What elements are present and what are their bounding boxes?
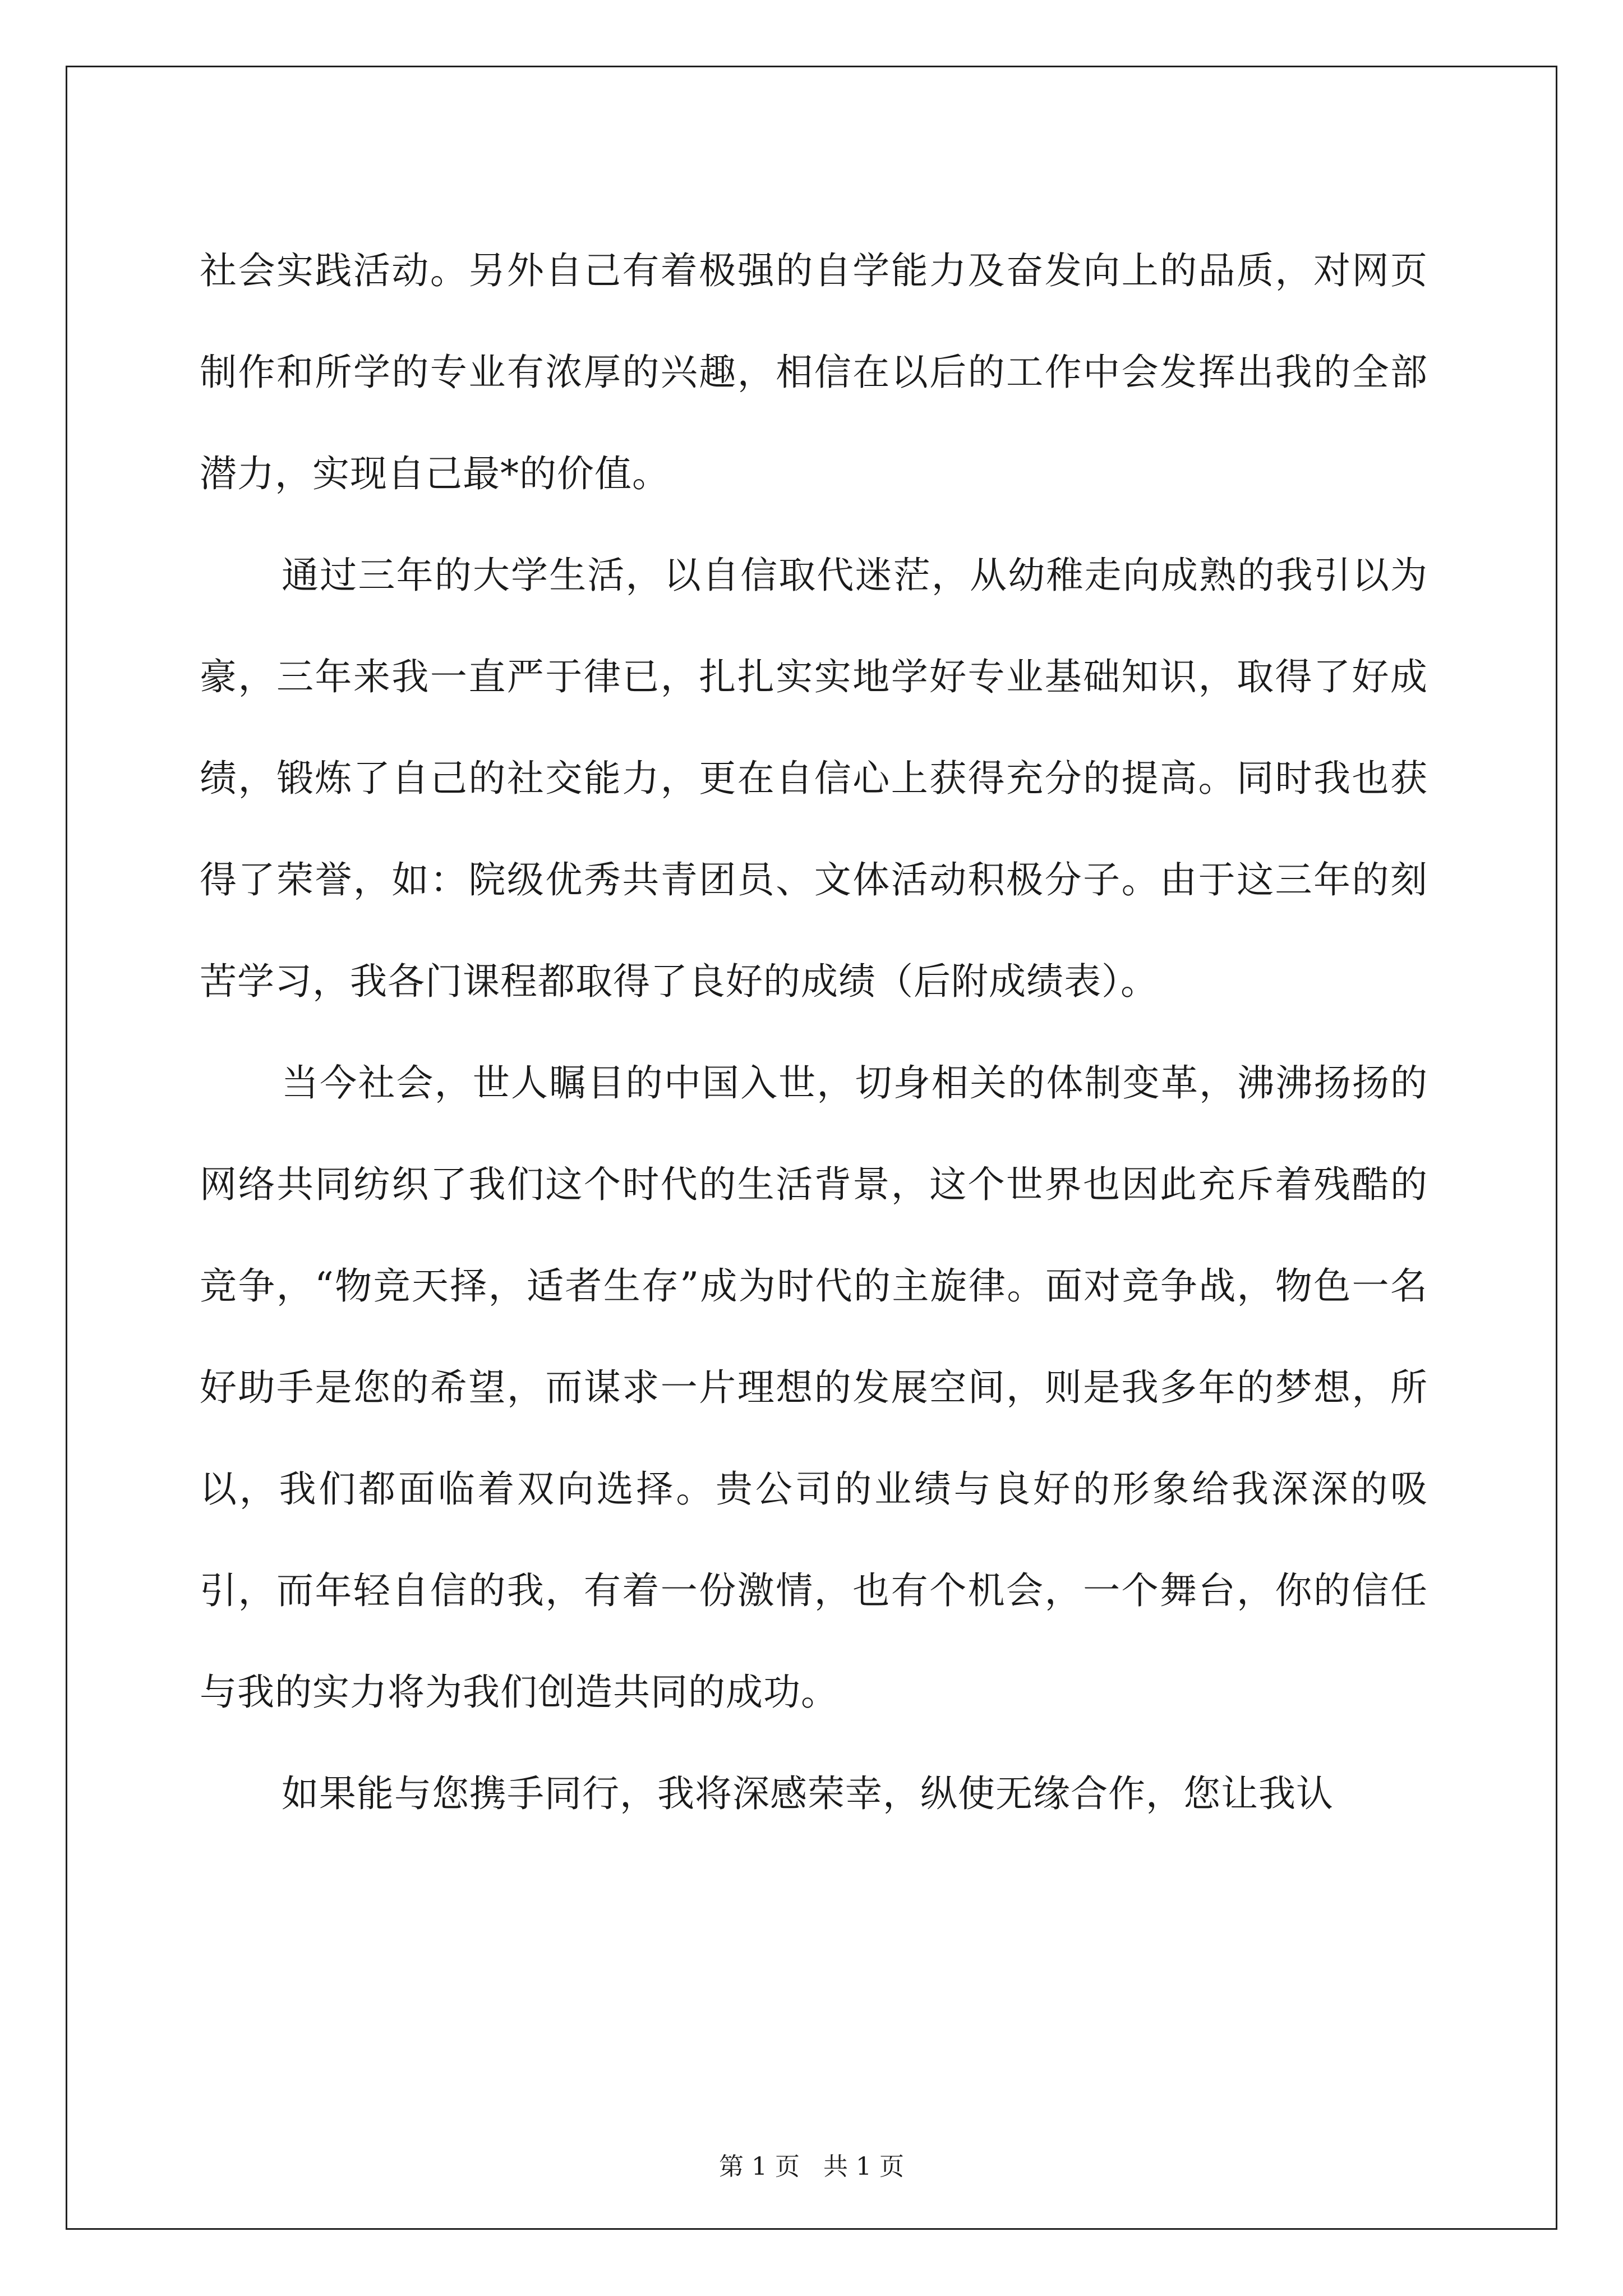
paragraph-3: 当今社会，世人瞩目的中国入世，切身相关的体制变革，沸沸扬扬的网络共同纺织了我们这个时代的生活背景，这个世界也因此充斥着残酷的竞争，“物竞天择，适者生存”成为时代的主旋律。面对竞争战，物色一名好助手是您的希望，而谋求一片理想的发展空间，则是我多年的梦想，所以，我们都面临着双向选择。贵公司的业绩与良好的形象给我深深的吸引，而年轻自信的我，有着一份激情，也有个机会，一个舞台，你的信任与我的实力将为我们创造共同的成功。 [200,1061,1428,1714]
paragraph-2: 通过三年的大学生活，以自信取代迷茫，从幼稚走向成熟的我引以为豪，三年来我一直严于律已，扎扎实实地学好专业基础知识，取得了好成绩，锻炼了自己的社交能力，更在自信心上获得充分的提高。同时我也获得了荣誉，如：院级优秀共青团员、文体活动积极分子。由于这三年的刻苦学习，我各门课程都取得了良好的成绩（后附成绩表）。 [200,554,1428,1003]
document-body [200,220,1428,1844]
paragraph-1: 社会实践活动。另外自己有着极强的自学能力及奋发向上的品质，对网页制作和所学的专业有浓厚的兴趣，相信在以后的工作中会发挥出我的全部潜力，实现自己最*的价值。 [200,249,1428,495]
page-number-footer: 第 1 页 共 1 页 [719,2152,904,2181]
paragraph-4: 如果能与您携手同行，我将深感荣幸，纵使无缘合作，您让我认 [282,1772,1334,1815]
